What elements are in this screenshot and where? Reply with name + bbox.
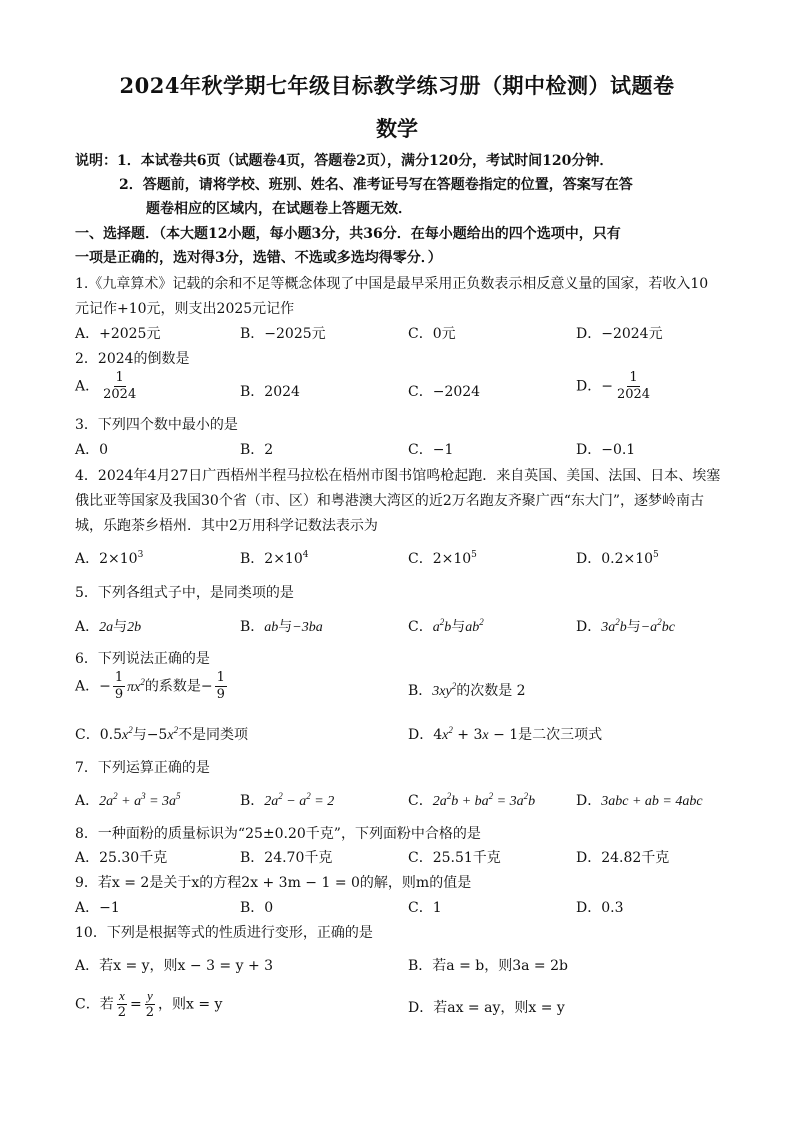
q10-option-d: D．若ax = ay，则x = y [408,1000,565,1016]
section-heading-line-1: 一、选择题．（本大题12小题，每小题3分，共36分．在每小题给出的四个选项中，只有 [75,226,621,242]
question-4-text: 4．2024年4月27日广西梧州半程马拉松在梧州市图书馆鸣枪起跑．来自英国、美国、法国、日本、埃塞 [75,468,721,484]
q9-option-a: A．−1 [75,900,120,916]
q1-option-a: A．+2025元 [75,326,161,342]
q6-option-a: A．− $\frac{1}{9}$ $\pi x^2$的系数是− $\frac{1}{9}$ [75,670,225,702]
q5-option-d: D．$3a^2b$与$-a^2bc$ [576,617,675,635]
q8-option-c: C．25.51千克 [408,850,501,866]
question-7-text: 7．下列运算正确的是 [75,760,210,776]
q1-option-b: B．−2025元 [240,326,326,342]
q7-option-d: D．3abc + ab = 4abc [576,793,703,809]
exam-title: 2024年秋学期七年级目标教学练习册（期中检测）试题卷 [119,73,675,98]
q1-option-d: D．−2024元 [576,326,663,342]
instruction-line-2: 2．答题前，请将学校、班别、姓名、准考证号写在答题卷指定的位置，答案写在答 [119,177,633,193]
q6-option-c: C．$0.5x^2$与$-5x^2$不是同类项 [75,725,249,743]
section-heading-line-2: 一项是正确的，选对得3分，选错、不选或多选均得零分．） [75,250,442,266]
question-3-text: 3．下列四个数中最小的是 [75,417,238,433]
q5-option-b: B．ab与−3ba [240,619,323,635]
q6-option-b: B．$3xy^2$的次数是 2 [408,681,526,699]
question-5-text: 5．下列各组式子中，是同类项的是 [75,585,294,601]
question-4-text-3: 城，乐跑茶乡梧州．其中2万用科学记数法表示为 [75,518,378,534]
q4-option-a: A．$2\times 10^3$ [75,550,144,567]
question-1-text: 1.《九章算术》记载的余和不足等概念体现了中国是最早采用正负数表示相反意义量的国家，若收入10 [75,276,709,292]
q3-option-b: B．2 [240,442,274,458]
q2-option-a: A． $\frac{1}{2024}$ [75,370,137,402]
q9-option-c: C．1 [408,900,442,916]
q8-option-d: D．24.82千克 [576,850,670,866]
q8-option-b: B．24.70千克 [240,850,333,866]
q7-option-a: A．$2a^2 + a^3 = 3a^5$ [75,791,181,809]
q3-option-d: D．−0.1 [576,442,636,458]
q9-option-d: D．0.3 [576,900,624,916]
question-6-text: 6．下列说法正确的是 [75,651,210,667]
q7-option-c: C．$2a^2b + ba^2 = 3a^2b$ [408,791,536,809]
q2-option-b: B．2024 [240,384,300,400]
instruction-line-1: 说明：1．本试卷共6页（试题卷4页，答题卷2页），满分120分，考试时间120分钟． [75,153,614,169]
instruction-line-3: 题卷相应的区域内，在试题卷上答题无效． [146,201,412,217]
q10-option-b: B．若a = b，则3a = 2b [408,958,568,974]
subject-title: 数学 [376,116,418,141]
question-1-text-2: 元记作+10元，则支出2025元记作 [75,301,295,317]
question-2-text: 2．2024的倒数是 [75,351,190,367]
question-9-text: 9．若x = 2是关于x的方程2x + 3m − 1 = 0的解，则m的值是 [75,875,472,891]
q4-option-c: C．$2\times 10^5$ [408,550,477,567]
q1-option-c: C．0元 [408,326,456,342]
q10-option-a: A．若x = y，则x − 3 = y + 3 [75,958,274,974]
q3-option-a: A．0 [75,442,109,458]
q10-option-c: C．若 $\frac{x}{2}$ = $\frac{y}{2}$ ，则x = y [75,988,223,1020]
question-8-text: 8．一种面粉的质量标识为“25±0.20千克”，下列面粉中合格的是 [75,826,481,842]
q4-option-d: D．$0.2\times 10^5$ [576,550,659,567]
q4-option-b: B．$2\times 10^4$ [240,550,309,567]
question-10-text: 10．下列是根据等式的性质进行变形，正确的是 [75,925,373,941]
q8-option-a: A．25.30千克 [75,850,168,866]
q6-option-d: D．$4x^2 + 3x - 1$是二次三项式 [408,725,603,743]
q5-option-a: A．2a与2b [75,619,142,635]
q3-option-c: C．−1 [408,442,454,458]
q2-option-c: C．−2024 [408,384,481,400]
q7-option-b: B．$2a^2 - a^2 = 2$ [240,791,335,809]
q5-option-c: C．$a^2b$与$ab^2$ [408,617,484,635]
q2-option-d: D．− $\frac{1}{2024}$ [576,370,651,402]
q9-option-b: B．0 [240,900,274,916]
question-4-text-2: 俄比亚等国家及我国30个省（市、区）和粤港澳大湾区的近2万名跑友齐聚广西“东大门”，逐梦岭南古 [75,493,705,509]
